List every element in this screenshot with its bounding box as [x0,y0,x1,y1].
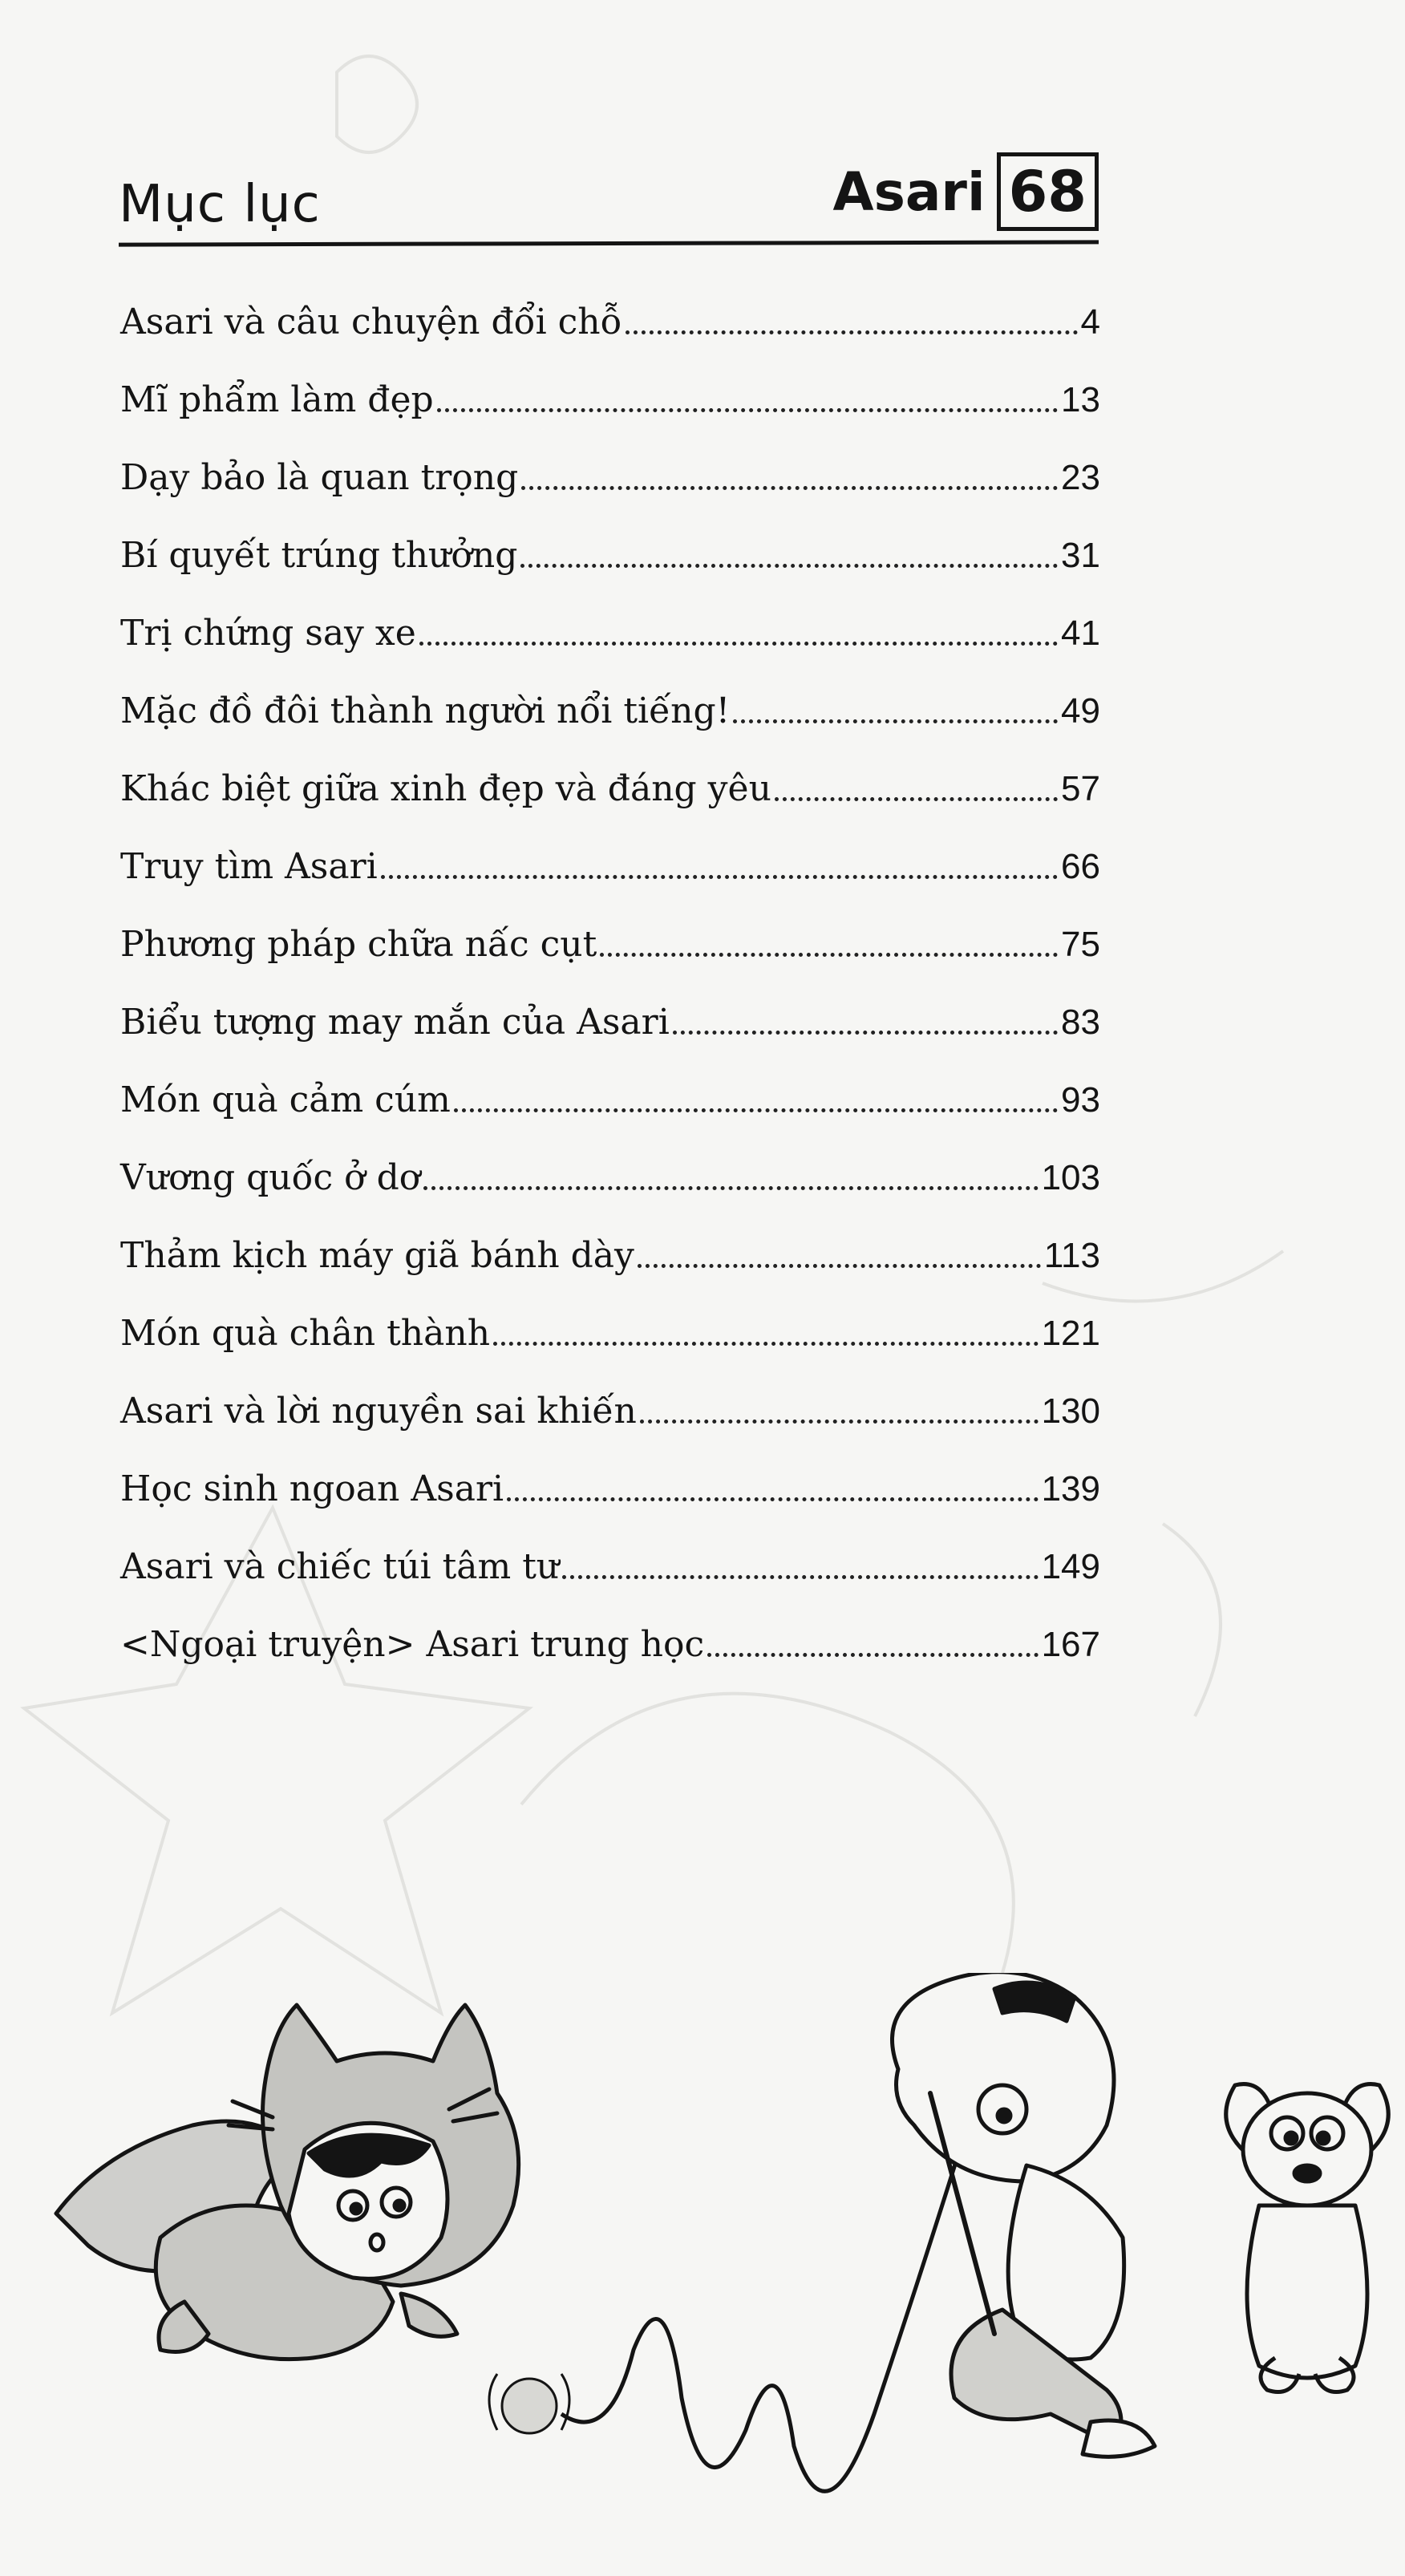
toc-entry[interactable] [120,1120,1100,1198]
dot-leader [381,875,1058,879]
chapter-title: Món quà chân thành [120,1313,491,1354]
page-number: 83 [1061,1002,1100,1042]
dot-leader [562,1575,1038,1579]
toc-entry[interactable] [120,1509,1100,1587]
toc-entry[interactable] [120,1198,1100,1276]
toc-entry[interactable] [120,965,1100,1043]
volume-number-badge: 68 [997,152,1099,231]
page-title: Mục lục [119,175,321,234]
toc-entry[interactable] [120,1587,1100,1665]
page-number: 149 [1041,1547,1100,1586]
chapter-title: Mặc đồ đôi thành người nổi tiếng! [120,691,731,731]
page-number: 23 [1061,458,1100,497]
chapter-title: Vương quốc ở dơ [120,1157,421,1198]
dot-leader [673,1031,1058,1035]
toc-entry[interactable] [120,809,1100,887]
cat-costume-character [56,2005,519,2359]
toc-entry[interactable] [120,887,1100,965]
page-number: 139 [1041,1469,1100,1509]
toc-entry[interactable] [120,576,1100,654]
page-number: 130 [1041,1391,1100,1431]
series-name: Asari [832,160,986,223]
chapter-title: Thảm kịch máy giã bánh dày [120,1235,634,1276]
dog-character [1226,2084,1389,2392]
dot-leader [707,1653,1038,1657]
toc-entry[interactable] [120,265,1100,342]
page-number: 113 [1043,1236,1100,1275]
series-label [833,152,1099,231]
toc-entry[interactable] [120,1276,1100,1354]
dot-leader [733,719,1058,723]
toc-header [119,157,1099,245]
page-number: 75 [1061,925,1100,964]
chapter-title: Dạy bảo là quan trọng [120,457,519,498]
dot-leader [454,1108,1058,1112]
page-number: 93 [1061,1080,1100,1120]
chapter-title: Mĩ phẩm làm đẹp [120,379,434,420]
page-number: 167 [1041,1625,1100,1664]
dot-leader [507,1497,1039,1501]
dog-body [1247,2205,1367,2378]
chapter-title: <Ngoại truyện> Asari trung học [120,1624,705,1665]
boy-shoe [1083,2420,1155,2457]
chapter-title: Truy tìm Asari [120,846,378,887]
chapter-title: Asari và chiếc túi tâm tư [120,1546,560,1587]
page-number: 49 [1061,691,1100,731]
dot-leader [638,1264,1041,1268]
chapter-title: Asari và lời nguyền sai khiến [120,1391,637,1432]
page-number: 57 [1061,769,1100,808]
dot-leader [640,1420,1039,1424]
dot-leader [520,564,1058,568]
toc-entry[interactable] [120,498,1100,576]
toc-entry[interactable] [120,654,1100,731]
manga-illustration [0,1973,1405,2576]
dot-leader [626,330,1078,334]
yarn-ball [489,2374,569,2433]
chapter-title: Biểu tượng may mắn của Asari [120,1002,670,1043]
dot-leader [437,408,1058,412]
page-number: 121 [1041,1314,1100,1353]
toc-entry[interactable] [120,1043,1100,1120]
toc-entry[interactable] [120,342,1100,420]
toc-entry[interactable] [120,1432,1100,1509]
page-number: 41 [1061,614,1100,653]
dog-head [1243,2093,1371,2205]
chapter-title: Phương pháp chữa nấc cụt [120,924,597,965]
chapter-title: Món quà cảm cúm [120,1079,451,1120]
chapter-title: Trị chứng say xe [120,613,416,654]
chapter-title: Bí quyết trúng thưởng [120,535,518,576]
page-number: 103 [1041,1158,1100,1197]
toc-entry[interactable] [120,731,1100,809]
toy-string [561,2131,1037,2492]
page-number: 4 [1080,302,1100,342]
toc-entry[interactable] [120,1354,1100,1432]
boy-character [893,1973,1156,2457]
dot-leader [419,642,1058,646]
dot-leader [493,1342,1039,1346]
page-number: 13 [1061,380,1100,419]
page-number: 66 [1061,847,1100,886]
chapter-title: Học sinh ngoan Asari [120,1468,504,1509]
dot-leader [775,797,1058,801]
dot-leader [423,1186,1038,1190]
chapter-title: Asari và câu chuyện đổi chỗ [120,302,622,342]
chapter-title: Khác biệt giữa xinh đẹp và đáng yêu [120,768,771,809]
page-number: 31 [1061,536,1100,575]
dot-leader [600,953,1058,957]
toc-entry[interactable] [120,420,1100,498]
table-of-contents [120,265,1100,1665]
dot-leader [521,486,1058,490]
